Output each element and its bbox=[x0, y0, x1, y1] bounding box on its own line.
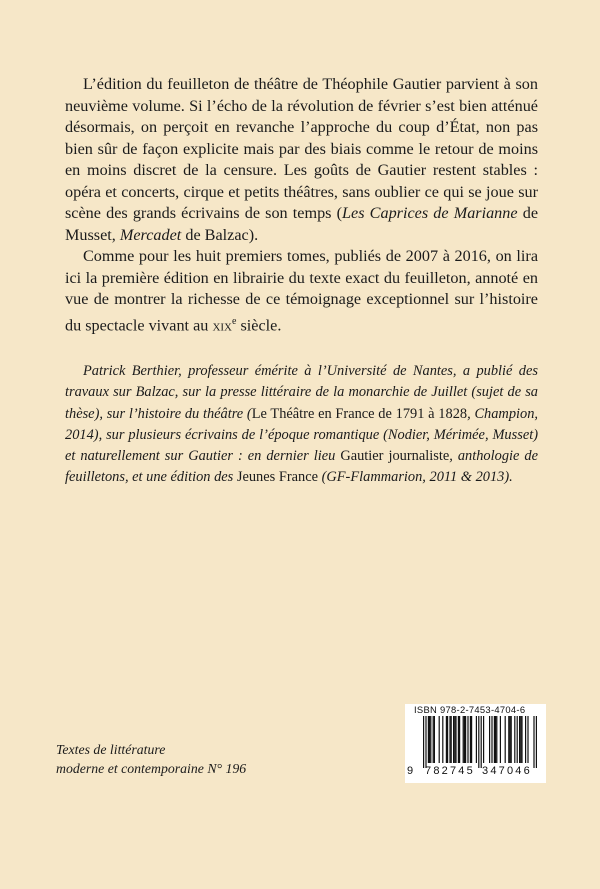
barcode-bar bbox=[536, 716, 537, 768]
ean-digits-right: 347046 bbox=[482, 765, 532, 777]
barcode-bar bbox=[495, 716, 496, 763]
barcode-bar bbox=[494, 716, 495, 763]
barcode-bar bbox=[463, 716, 464, 763]
century-superscript: e bbox=[232, 315, 237, 327]
barcode-bar bbox=[434, 716, 435, 763]
barcode-bar bbox=[505, 716, 506, 763]
barcode-bar bbox=[509, 716, 510, 763]
century-numeral: xix bbox=[212, 315, 232, 334]
title-les-caprices-de-marianne: Les Caprices de Marianne bbox=[342, 204, 518, 222]
author-bio: Patrick Berthier, professeur émérite à l’Université de Nantes, a publié des travaux sur Balzac, sur la presse littéraire de la monarchie de Juillet (sujet de sa thèse), sur l’histoire du théâtre (Le Théâtre en France de 1791 à 1828, Champion, 2014), sur plusieurs écrivains de l’époque romantique (Nodier, Mérimée, Musset) et naturellement sur Gautier : en dernier lieu Gautier journaliste, anthologie de feuilletons, et une édition des Jeunes France (GF-Flammarion, 2011 & 2013). bbox=[65, 363, 539, 486]
barcode-bar bbox=[467, 716, 468, 763]
isbn-label: ISBN 978-2-7453-4704-6 bbox=[414, 704, 526, 715]
barcode-bar bbox=[425, 716, 426, 768]
barcode-bar bbox=[459, 716, 460, 763]
barcode-bar bbox=[478, 716, 479, 768]
barcode-bar bbox=[508, 716, 509, 763]
barcode-bar bbox=[439, 716, 440, 763]
barcode-bar bbox=[471, 716, 472, 763]
barcode-bar bbox=[453, 716, 454, 763]
barcode-bar bbox=[511, 716, 512, 763]
barcode-bar bbox=[500, 716, 501, 763]
collection-line-1: Textes de littérature bbox=[56, 742, 166, 757]
barcode-bar bbox=[476, 716, 477, 763]
barcode-bar bbox=[520, 716, 521, 763]
barcode-bar bbox=[423, 716, 424, 768]
barcode-bar bbox=[447, 716, 448, 763]
barcode-bar bbox=[491, 716, 492, 763]
isbn-barcode bbox=[405, 704, 546, 783]
barcode-bar bbox=[519, 716, 520, 763]
barcode-bar bbox=[428, 716, 429, 763]
barcode-bar bbox=[451, 716, 452, 763]
barcode-bar bbox=[433, 716, 434, 763]
ean-digit-first: 9 bbox=[407, 765, 414, 777]
barcode-bars bbox=[414, 716, 540, 768]
collection-label bbox=[56, 741, 246, 778]
title-mercadet: Mercadet bbox=[119, 225, 182, 244]
barcode-bar bbox=[470, 716, 471, 763]
book-title-gautier-journaliste: Gautier journaliste bbox=[340, 448, 450, 465]
blurb-paragraph-2: Comme pour les huit premiers tomes, publiés de 2007 à 2016, on lira ici la première édition en librairie du texte exact du feuilleton, annoté en vue de montrer la richesse de ce témoignage exceptionnel sur l’histoire du spectacle vivant au xix$^e$ siècle. bbox=[65, 247, 538, 334]
barcode-bar bbox=[465, 716, 466, 763]
barcode-bar bbox=[496, 716, 497, 763]
barcode-bar bbox=[464, 716, 465, 763]
back-cover-blurb bbox=[65, 74, 538, 336]
barcode-bar bbox=[517, 716, 518, 763]
barcode-bar bbox=[442, 716, 443, 763]
collection-line-2: moderne et contemporaine N° 196 bbox=[56, 760, 247, 776]
barcode-bar bbox=[527, 716, 528, 763]
barcode-bar bbox=[525, 716, 526, 763]
barcode-bar bbox=[489, 716, 490, 763]
blurb-paragraph-1: L’édition du feuilleton de théâtre de Théophile Gautier parvient à son neuvième volume. Si l’écho de la révolution de février s’est bien atténué désormais, on perçoit en revanche l’approche du coup d’État, non pas bien sûr de façon explicite mais par des biais comme le retour de moins en moins discret de la censure. Les goûts de Gautier restent stables : opéra et concerts, cirque et petits théâtres, sans oublier ce qui se joue sur scène des grands écrivains de son temps (Les Caprices de Marianne de Musset, Mercadet de Balzac). bbox=[65, 75, 538, 244]
barcode-bar bbox=[481, 716, 482, 768]
ean-digits-left: 782745 bbox=[425, 765, 475, 777]
book-title-theatre-en-france: Le Théâtre en France de 1791 à 1828 bbox=[251, 405, 468, 422]
barcode-bar bbox=[446, 716, 447, 763]
barcode-bar bbox=[455, 716, 456, 763]
barcode-bar bbox=[514, 716, 515, 763]
book-title-jeunes-france: Jeunes France bbox=[236, 469, 318, 486]
barcode-bar bbox=[458, 716, 459, 763]
barcode-bar bbox=[483, 716, 484, 763]
barcode-bar bbox=[533, 716, 534, 768]
barcode-bar bbox=[521, 716, 522, 763]
barcode-bar bbox=[429, 716, 430, 763]
barcode-bar bbox=[430, 716, 431, 763]
barcode-bar bbox=[449, 716, 450, 763]
barcode-bar bbox=[454, 716, 455, 763]
